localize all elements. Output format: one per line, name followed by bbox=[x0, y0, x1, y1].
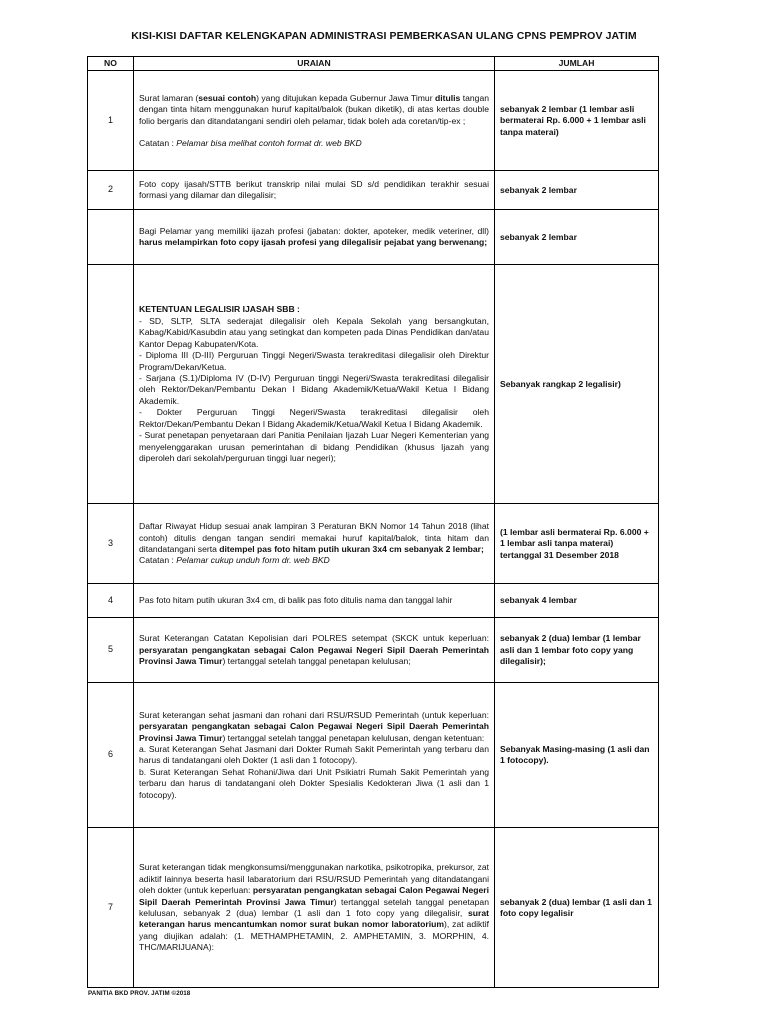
row-jumlah: sebanyak 2 lembar bbox=[495, 210, 659, 265]
uraian-paragraph bbox=[139, 304, 489, 315]
header-uraian: URAIAN bbox=[134, 57, 495, 71]
text-run: ) yang ditujukan kepada Gubernur Jawa Timur bbox=[256, 92, 435, 103]
text-run: ) tertanggal setelah tanggal penetapan kelulusan, dengan ketentuan: bbox=[222, 732, 485, 743]
table-row bbox=[88, 618, 659, 683]
text-run: - Sarjana (S.1)/Diploma IV (D-IV) Perguruan tinggi Negeri/Swasta terakreditasi dilegalisir oleh Rektor/Dekan/Pembantu Dekan I Bidang Akademik/Ketua/Wakil Ketua I Bidang Akademik. bbox=[139, 373, 489, 406]
text-run: ditempel pas foto hitam putih ukuran 3x4 cm sebanyak 2 lembar; bbox=[219, 543, 484, 554]
uraian-paragraph bbox=[139, 179, 489, 202]
row-uraian bbox=[134, 504, 495, 584]
text-run: - SD, SLTP, SLTA sederajat dilegalisir oleh Kepala Sekolah yang bersangkutan, Kabag/Kabid/Kasubdin atau yang setingkat dan kompeten pada Dinas Pendidikan dan/atau Kantor Depag Kabupaten/Kota. bbox=[139, 315, 489, 349]
row-number bbox=[88, 265, 134, 504]
header-no: NO bbox=[88, 57, 134, 71]
row-uraian bbox=[134, 71, 495, 171]
row-uraian bbox=[134, 210, 495, 265]
text-run: Catatan : bbox=[139, 137, 177, 148]
text-run: surat keterangan harus mencantumkan nomor surat bukan nomor laboratorium bbox=[139, 907, 489, 930]
text-run: - Surat penetapan penyetaraan dari Panitia Penilaian Ijazah Luar Negeri Kementerian yang menyelenggarakan urusan pemerintahan di bidang Pendidikan (khusus Ijazah yang diperoleh dari sekolah/perguruan tinggi luar negeri); bbox=[139, 430, 489, 463]
row-uraian bbox=[134, 618, 495, 683]
text-run: sesuai contoh bbox=[198, 92, 257, 103]
row-jumlah: sebanyak 2 (dua) lembar (1 asli dan 1 foto copy legalisir bbox=[495, 828, 659, 988]
row-uraian bbox=[134, 683, 495, 828]
paragraph-gap bbox=[139, 127, 489, 138]
document-title: KISI-KISI DAFTAR KELENGKAPAN ADMINISTRASI PEMBERKASAN ULANG CPNS PEMPROV JATIM bbox=[131, 30, 637, 42]
table-row bbox=[88, 584, 659, 618]
uraian-paragraph bbox=[139, 633, 489, 667]
row-jumlah: Sebanyak rangkap 2 legalisir) bbox=[495, 265, 659, 504]
text-run: ), zat adiktif yang diujikan adalah: (1. METHAMPHETAMIN, 2. AMPHETAMIN, 3. MORPHIN, 4. THC/MARIJUANA): bbox=[139, 919, 489, 953]
uraian-paragraph bbox=[139, 767, 489, 801]
row-number: 4 bbox=[88, 584, 134, 618]
table-row bbox=[88, 828, 659, 988]
text-run: Bagi Pelamar yang memiliki ijazah profesi (jabatan: dokter, apoteker, medik veteriner, dll) bbox=[139, 226, 489, 236]
text-run: persyaratan pengangkatan sebagai Calon Pegawai Negeri Sipil Daerah Pemerintah Provinsi Jawa Timur bbox=[139, 721, 489, 743]
uraian-paragraph bbox=[139, 226, 489, 249]
text-run: Surat keterangan tidak mengkonsumsi/menggunakan narkotika, psikotropika, prekursor, zat adiktif lainnya beserta hasil labaratorium dari RSU/RSUD Pemerintah yang ditandatangani oleh dokter (untuk keperluan: bbox=[139, 862, 489, 896]
text-run: Pas foto hitam putih ukuran 3x4 cm, di balik pas foto ditulis nama dan tanggal lahir bbox=[139, 595, 453, 606]
text-run: persyaratan pengangkatan sebagai Calon Pegawai Negeri Sipil Daerah Pemerintah Provinsi Jawa Timur bbox=[139, 885, 489, 907]
uraian-paragraph bbox=[139, 710, 489, 744]
footer-note: PANITIA BKD PROV. JATIM ©2018 bbox=[88, 990, 191, 997]
row-jumlah: sebanyak 2 lembar (1 lembar asli bermaterai Rp. 6.000 + 1 lembar asli tanpa materai) bbox=[495, 71, 659, 171]
text-run: Foto copy ijasah/STTB berikut transkrip nilai mulai SD s/d pendidikan terakhir sesuai formasi yang dilamar dan dilegalisir; bbox=[139, 179, 489, 201]
row-uraian bbox=[134, 171, 495, 210]
row-number: 2 bbox=[88, 171, 134, 210]
table-row bbox=[88, 171, 659, 210]
row-uraian bbox=[134, 584, 495, 618]
row-number: 7 bbox=[88, 828, 134, 988]
text-run: - Dokter Perguruan Tinggi Negeri/Swasta terakreditasi dilegalisir oleh Rektor/Dekan/Pembantu Dekan I Bidang Akademik/Ketua/Wakil Ketua I Bidang Akademik. bbox=[139, 407, 489, 429]
uraian-paragraph bbox=[139, 595, 489, 606]
text-run: Surat keterangan sehat jasmani dan rohani dari RSU/RSUD Pemerintah (untuk keperluan: bbox=[139, 709, 489, 720]
row-uraian bbox=[134, 828, 495, 988]
uraian-paragraph bbox=[139, 93, 489, 127]
uraian-paragraph bbox=[139, 316, 489, 350]
row-jumlah: sebanyak 2 (dua) lembar (1 lembar asli dan 1 lembar foto copy yang dilegalisir); bbox=[495, 618, 659, 683]
text-run: ditulis bbox=[434, 92, 461, 103]
text-run: persyaratan pengangkatan sebagai Calon Pegawai Negeri Sipil Daerah Pemerintah Provinsi Jawa Timur bbox=[139, 644, 489, 667]
uraian-paragraph bbox=[139, 862, 489, 953]
text-run: Catatan : bbox=[139, 555, 177, 566]
uraian-paragraph bbox=[139, 555, 489, 566]
text-run: Daftar Riwayat Hidup sesuai anak lampiran 3 Peraturan BKN Nomor 14 Tahun 2018 (lihat contoh) ditulis dengan tangan sendiri memakai huruf kapital/balok, tinta hitam dan ditandatangani serta bbox=[139, 521, 489, 554]
table-header-row bbox=[88, 57, 659, 71]
row-number: 5 bbox=[88, 618, 134, 683]
table-row bbox=[88, 210, 659, 265]
text-run: harus melampirkan foto copy ijasah profesi yang dilegalisir pejabat yang berwenang; bbox=[139, 237, 488, 248]
uraian-paragraph bbox=[139, 521, 489, 555]
uraian-paragraph bbox=[139, 350, 489, 373]
uraian-paragraph bbox=[139, 373, 489, 407]
row-jumlah: Sebanyak Masing-masing (1 asli dan 1 fotocopy). bbox=[495, 683, 659, 828]
text-run: b. Surat Keterangan Sehat Rohani/Jiwa dari Unit Psikiatri Rumah Sakit Pemerintah yang terbaru dan harus di tandatangani oleh Dokter Spesialis Kedokteran Jiwa (1 asli dan 1 fotocopy). bbox=[139, 766, 489, 800]
text-run: ) tertanggal setelah tanggal penetapan kelulusan; bbox=[222, 656, 411, 667]
row-number: 3 bbox=[88, 504, 134, 584]
uraian-paragraph bbox=[139, 138, 489, 149]
row-number: 1 bbox=[88, 71, 134, 171]
uraian-paragraph bbox=[139, 407, 489, 430]
table-row bbox=[88, 71, 659, 171]
text-run: Pelamar cukup unduh form dr. web BKD bbox=[176, 555, 330, 566]
row-jumlah: (1 lembar asli bermaterai Rp. 6.000 + 1 lembar asli tanpa materai) tertanggal 31 Desember 2018 bbox=[495, 504, 659, 584]
text-run: a. Surat Keterangan Sehat Jasmani dari Dokter Rumah Sakit Pemerintah yang terbaru dan harus di tandatangani oleh Dokter (1 asli dan 1 fotocopy). bbox=[139, 744, 489, 766]
table-row bbox=[88, 265, 659, 504]
uraian-paragraph bbox=[139, 744, 489, 767]
row-jumlah: sebanyak 2 lembar bbox=[495, 171, 659, 210]
row-jumlah: sebanyak 4 lembar bbox=[495, 584, 659, 618]
text-run: Pelamar bisa melihat contoh format dr. web BKD bbox=[176, 137, 362, 148]
table-row bbox=[88, 504, 659, 584]
table-row bbox=[88, 683, 659, 828]
text-run: KETENTUAN LEGALISIR IJASAH SBB : bbox=[139, 304, 300, 315]
requirements-table bbox=[87, 56, 659, 988]
text-run: Surat Keterangan Catatan Kepolisian dari POLRES setempat (SKCK untuk keperluan: bbox=[139, 633, 489, 644]
header-jumlah: JUMLAH bbox=[495, 57, 659, 71]
text-run: Surat lamaran ( bbox=[139, 92, 199, 103]
text-run: - Diploma III (D-III) Perguruan Tinggi Negeri/Swasta terakreditasi dilegalisir oleh Direktur Program/Dekan/Ketua. bbox=[139, 350, 489, 372]
row-number bbox=[88, 210, 134, 265]
row-uraian bbox=[134, 265, 495, 504]
text-run: tangan dengan tinta hitam menggunakan huruf kapital/balok (bukan diketik), di atas kertas double folio bergaris dan ditandatangani sendiri oleh pelamar, tidak boleh ada coretan/tip-ex ; bbox=[139, 92, 489, 126]
text-run: ) tertanggal setelah tanggal penetapan kelulusan, sebanyak 2 (dua) lembar (1 asli dan 1 foto copy yang dilegalisir, bbox=[139, 896, 489, 918]
row-number: 6 bbox=[88, 683, 134, 828]
uraian-paragraph bbox=[139, 430, 489, 464]
